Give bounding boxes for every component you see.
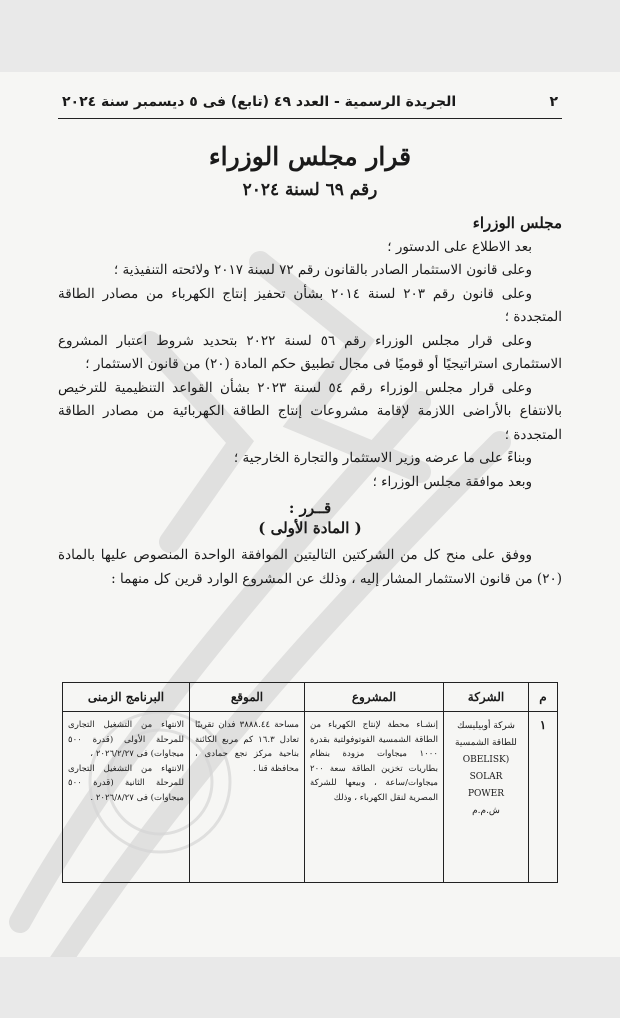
- company-line: ش.م.م: [472, 806, 500, 816]
- decree-title: قرار مجلس الوزراء: [208, 142, 412, 171]
- gazette-header: [62, 94, 558, 110]
- council-heading: مجلس الوزراء: [472, 214, 562, 232]
- schedule-cell: [63, 712, 190, 883]
- col-header-location: الموقع: [190, 683, 305, 712]
- decree-body: [58, 212, 562, 591]
- page-number: ٢: [549, 94, 558, 110]
- project-cell: إنشـاء محطة لإنتاج الكهرباء من الطاقة الشمسية الفوتوفولتية بقدرة ١٠٠٠ ميجاوات مزودة بنظام بطاريات تخزين الطاقة سعة ٢٠٠ ميجاوات/ساعة ، وبيعها للشركة المصرية لنقل الكهرباء ، وذلك: [305, 712, 444, 883]
- location-cell: مساحة ٣٨٨٨.٤٤ فدان تقريبًا تعادل ١٦.٣ كم مربع الكائنة بناحية مركز نجع حمادى ، محافظة قنا .: [190, 712, 305, 883]
- company-line: SOLAR: [469, 772, 503, 782]
- company-line: شركة أوبيليسك: [457, 721, 515, 731]
- header-divider: [58, 118, 562, 119]
- company-line: OBELISK): [462, 755, 510, 765]
- company-line: للطاقة الشمسية: [455, 738, 517, 748]
- col-header-company: الشركة: [444, 683, 529, 712]
- schedule-line: الانتهاء من التشغيل التجارى للمرحلة الثانية (قدرة ٥٠٠ ميجاوات) فى ٢٠٢٦/٨/٢٧ .: [68, 763, 184, 803]
- col-header-schedule: البرنامج الزمنى: [63, 683, 190, 712]
- preamble-paragraph: بعد الاطلاع على الدستور ؛: [387, 238, 532, 255]
- preamble-paragraph: وعلى قانون الاستثمار الصادر بالقانون رقم ٧٢ لسنة ٢٠١٧ ولائحته التنفيذية ؛: [113, 262, 532, 278]
- page-bottom-margin: [0, 957, 620, 1018]
- decree-word: قــرر :: [288, 499, 332, 517]
- table-header-row: [63, 683, 558, 712]
- company-cell: [444, 712, 529, 883]
- preamble-paragraph: وعلى قرار مجلس الوزراء رقم ٥٤ لسنة ٢٠٢٣ بشأن القواعد التنظيمية للترخيص بالانتفاع بالأراضى اللازمة لإقامة مشروعات إنتاج الطاقة الكهربائية من مصادر الطاقة المتجددة ؛: [58, 379, 562, 443]
- table-row: [63, 712, 558, 883]
- preamble-paragraph: وبعد موافقة مجلس الوزراء ؛: [372, 473, 532, 490]
- schedule-line: الانتهاء من التشغيل التجارى للمرحلة الأولى (قدرة ٥٠٠ ميجاوات) فى ٢٠٢٦/٢/٢٧ ،: [68, 720, 184, 759]
- decree-number: رقم ٦٩ لسنة ٢٠٢٤: [242, 180, 378, 200]
- preamble-paragraph: وعلى قرار مجلس الوزراء رقم ٥٦ لسنة ٢٠٢٢ بتحديد شروط اعتبار المشروع الاستثمارى استراتيجيًا أو قوميًا فى مجال تطبيق حكم المادة (٢٠) من قانون الاستثمار ؛: [58, 332, 562, 372]
- gazette-page: [0, 72, 620, 957]
- row-number: ١: [529, 712, 558, 883]
- preamble-paragraph: وبناءً على ما عرضه وزير الاستثمار والتجارة الخارجية ؛: [233, 450, 532, 466]
- company-line: POWER: [467, 789, 505, 799]
- article-text: ووفق على منح كل من الشركتين التاليتين الموافقة الواحدة المنصوص عليها بالمادة (٢٠) من قانون الاستثمار المشار إليه ، وذلك عن المشروع الوارد قرين كل منهما :: [58, 547, 562, 587]
- col-header-num: م: [529, 683, 558, 712]
- article-title: ( المادة الأولى ): [258, 519, 362, 537]
- projects-table: [62, 682, 558, 883]
- col-header-project: المشروع: [305, 683, 444, 712]
- publication-info: الجريدة الرسمية - العدد ٤٩ (تابع) فى ٥ ديسمبر سنة ٢٠٢٤: [62, 94, 457, 110]
- preamble-paragraph: وعلى قانون رقم ٢٠٣ لسنة ٢٠١٤ بشأن تحفيز إنتاج الكهرباء من مصادر الطاقة المتجددة ؛: [58, 285, 562, 325]
